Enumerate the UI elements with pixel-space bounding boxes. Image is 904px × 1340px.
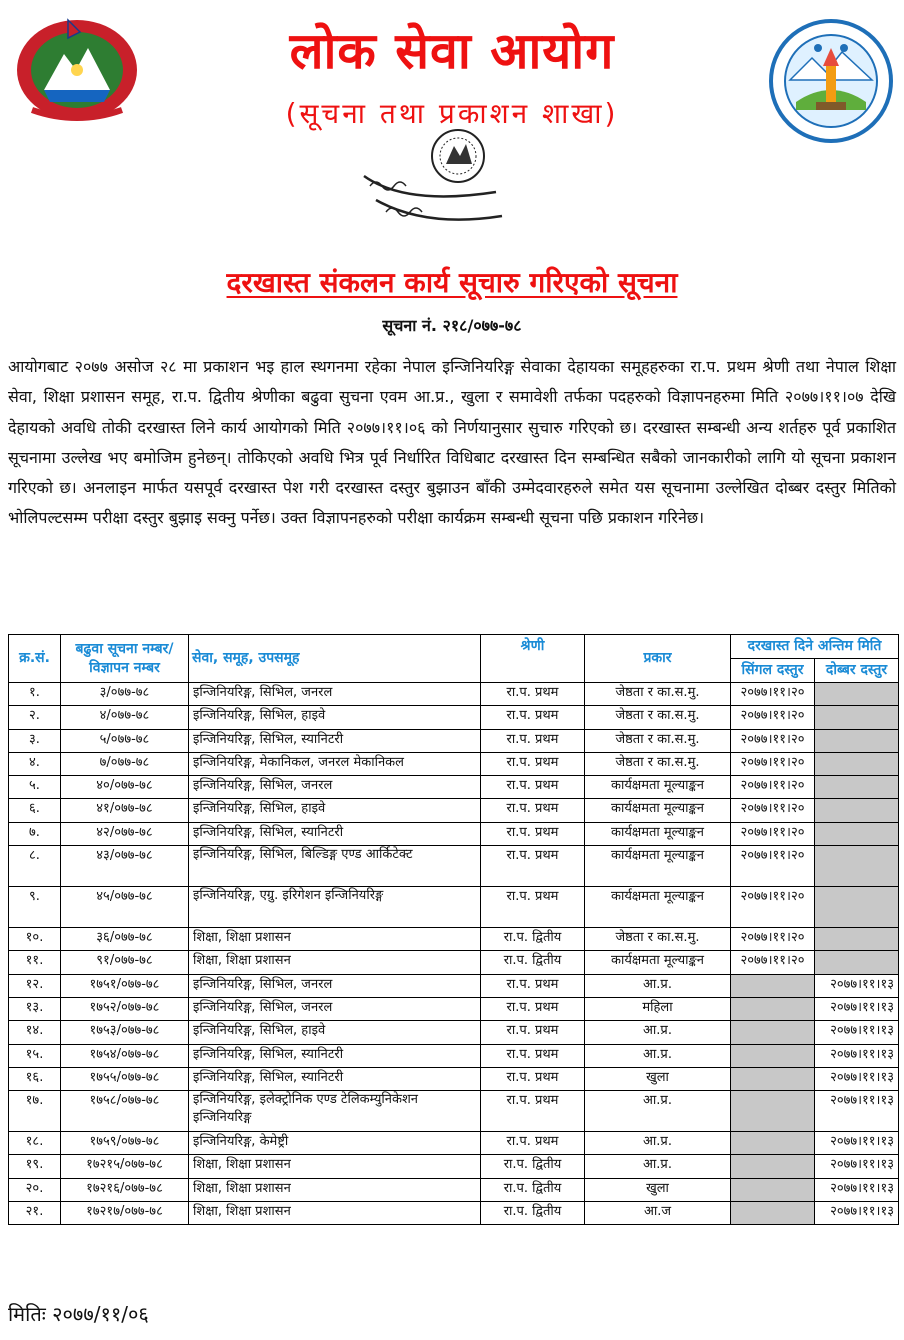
cell-double-fee: २०७७।११।१३	[815, 974, 899, 997]
table-row	[9, 846, 899, 887]
cell-ad-no: ४/०७७-७८	[61, 706, 189, 729]
cell-type: आ.ज	[585, 1202, 731, 1225]
cell-class: रा.प. प्रथम	[481, 776, 585, 799]
header-type: प्रकार	[585, 635, 731, 683]
cell-type: कार्यक्षमता मूल्याङ्कन	[585, 951, 731, 974]
cell-ad-no: १७५८/०७७-७८	[61, 1091, 189, 1132]
cell-double-fee: २०७७।११।१३	[815, 1091, 899, 1132]
cell-class: रा.प. द्वितीय	[481, 928, 585, 951]
cell-single-fee	[731, 1091, 815, 1132]
cell-double-fee	[815, 822, 899, 845]
cell-service: इन्जिनियरिङ्ग, इलेक्ट्रोनिक एण्ड टेलिकम्युनिकेशन इन्जिनियरिङ्ग	[189, 1091, 481, 1132]
cell-single-fee: २०७७।११।२०	[731, 776, 815, 799]
cell-type: कार्यक्षमता मूल्याङ्कन	[585, 887, 731, 928]
cell-sn: २०.	[9, 1178, 61, 1201]
cell-double-fee	[815, 752, 899, 775]
cell-class: रा.प. द्वितीय	[481, 951, 585, 974]
cell-ad-no: १७५५/०७७-७८	[61, 1067, 189, 1090]
table-row	[9, 706, 899, 729]
cell-type: आ.प्र.	[585, 1132, 731, 1155]
cell-sn: २.	[9, 706, 61, 729]
footer-date: मितिः २०७७/११/०६	[8, 1302, 149, 1326]
header-service: सेवा, समूह, उपसमूह	[189, 635, 481, 683]
cell-single-fee	[731, 974, 815, 997]
table-row	[9, 1091, 899, 1132]
cell-ad-no: ९१/०७७-७८	[61, 951, 189, 974]
cell-class: रा.प. प्रथम	[481, 729, 585, 752]
cell-service: इन्जिनियरिङ्ग, सिभिल, हाइवे	[189, 706, 481, 729]
page-title: लोक सेवा आयोग	[289, 22, 615, 80]
cell-class: रा.प. द्वितीय	[481, 1155, 585, 1178]
table-row	[9, 776, 899, 799]
cell-single-fee	[731, 1067, 815, 1090]
cell-double-fee	[815, 776, 899, 799]
table-row	[9, 887, 899, 928]
cell-service: इन्जिनियरिङ्ग, सिभिल, हाइवे	[189, 1021, 481, 1044]
cell-type: कार्यक्षमता मूल्याङ्कन	[585, 776, 731, 799]
cell-double-fee	[815, 706, 899, 729]
cell-service: इन्जिनियरिङ्ग, सिभिल, जनरल	[189, 997, 481, 1020]
header-single-fee: सिंगल दस्तुर	[731, 659, 815, 683]
cell-ad-no: ७/०७७-७८	[61, 752, 189, 775]
cell-type: कार्यक्षमता मूल्याङ्कन	[585, 846, 731, 887]
cell-ad-no: ४१/०७७-७८	[61, 799, 189, 822]
notice-body: आयोगबाट २०७७ असोज २८ मा प्रकाशन भइ हाल स्थगनमा रहेका नेपाल इन्जिनियरिङ्ग सेवाका देहायका समूहहरुका रा.प. प्रथम श्रेणी तथा नेपाल शिक्षा सेवा, शिक्षा प्रशासन समूह, रा.प. द्वितीय श्रेणीका बढुवा सुचना एवम आ.प्र., खुला र समावेशी तर्फका पदहरुको विज्ञापनहरुमा मिति २०७७।११।०७ देखि देहायको अवधि तोकी दरखास्त लिने कार्य आयोगको मिति २०७७।११।०६ को निर्णयानुसार सुचारु गरिएको छ। दरखास्त सम्बन्धी अन्य शर्तहरु पूर्व प्रकाशित सूचनामा उल्लेख भए बमोजिम हुनेछन्। तोकिएको अवधि भित्र पूर्व निर्धारित विधिबाट दरखास्त दिन सम्बन्धित सबैको जानकारीको लागि यो सूचना प्रकाशन गरिएको छ। अनलाइन मार्फत यसपूर्व दरखास्त पेश गरी दरखास्त दस्तुर बुझाउन बाँकी उम्मेदवारहरुले समेत यस सूचनामा उल्लेखित दोब्बर दस्तुर मितिको भोलिपल्टसम्म परीक्षा दस्तुर बुझाइ सक्नु पर्नेछ। उक्त विज्ञापनहरुको परीक्षा कार्यक्रम सम्बन्धी सूचना पछि प्रकाशन गरिनेछ।	[8, 357, 896, 528]
nepal-emblem-icon	[14, 10, 140, 122]
cell-class: रा.प. प्रथम	[481, 1067, 585, 1090]
cell-ad-no: १७५९/०७७-७८	[61, 1132, 189, 1155]
cell-service: इन्जिनियरिङ्ग, मेकानिकल, जनरल मेकानिकल	[189, 752, 481, 775]
cell-double-fee	[815, 846, 899, 887]
cell-sn: ५.	[9, 776, 61, 799]
cell-service: इन्जिनियरिङ्ग, केमेष्ट्री	[189, 1132, 481, 1155]
cell-double-fee: २०७७।११।१३	[815, 1155, 899, 1178]
cell-service: इन्जिनियरिङ्ग, सिभिल, बिल्डिङ्ग एण्ड आर्किटेक्ट	[189, 846, 481, 887]
header-class: श्रेणी	[481, 635, 585, 683]
cell-sn: १२.	[9, 974, 61, 997]
notice-title: दरखास्त संकलन कार्य सूचारु गरिएको सूचना	[226, 266, 678, 299]
cell-class: रा.प. द्वितीय	[481, 1202, 585, 1225]
cell-type: आ.प्र.	[585, 1044, 731, 1067]
table-row	[9, 752, 899, 775]
cell-class: रा.प. प्रथम	[481, 1091, 585, 1132]
cell-single-fee: २०७७।११।२०	[731, 799, 815, 822]
cell-type: आ.प्र.	[585, 974, 731, 997]
cell-sn: १०.	[9, 928, 61, 951]
cell-type: जेष्ठता र का.स.मु.	[585, 752, 731, 775]
table-row	[9, 1067, 899, 1090]
cell-service: इन्जिनियरिङ्ग, सिभिल, जनरल	[189, 974, 481, 997]
page-subtitle: (सूचना तथा प्रकाशन शाखा)	[285, 97, 619, 130]
cell-ad-no: १७५३/०७७-७८	[61, 1021, 189, 1044]
cell-double-fee: २०७७।११।१३	[815, 997, 899, 1020]
cell-sn: ४.	[9, 752, 61, 775]
cell-single-fee: २०७७।११।२०	[731, 846, 815, 887]
cell-class: रा.प. प्रथम	[481, 706, 585, 729]
psc-logo-icon	[768, 18, 894, 144]
cell-single-fee: २०७७।११।२०	[731, 887, 815, 928]
cell-single-fee: २०७७।११।२०	[731, 951, 815, 974]
table-row	[9, 1044, 899, 1067]
cell-service: शिक्षा, शिक्षा प्रशासन	[189, 951, 481, 974]
cell-class: रा.प. प्रथम	[481, 1021, 585, 1044]
table-row	[9, 822, 899, 845]
table-row	[9, 928, 899, 951]
cell-single-fee: २०७७।११।२०	[731, 822, 815, 845]
cell-class: रा.प. प्रथम	[481, 752, 585, 775]
cell-type: आ.प्र.	[585, 1155, 731, 1178]
cell-sn: ८.	[9, 846, 61, 887]
cell-single-fee	[731, 1132, 815, 1155]
cell-type: जेष्ठता र का.स.मु.	[585, 683, 731, 706]
cell-double-fee	[815, 799, 899, 822]
cell-service: शिक्षा, शिक्षा प्रशासन	[189, 1178, 481, 1201]
cell-single-fee	[731, 1044, 815, 1067]
cell-class: रा.प. प्रथम	[481, 846, 585, 887]
cell-ad-no: ४२/०७७-७८	[61, 822, 189, 845]
cell-double-fee	[815, 928, 899, 951]
cell-single-fee: २०७७।११।२०	[731, 729, 815, 752]
cell-ad-no: ५/०७७-७८	[61, 729, 189, 752]
cell-single-fee	[731, 1178, 815, 1201]
table-row	[9, 799, 899, 822]
cell-ad-no: १७२१६/०७७-७८	[61, 1178, 189, 1201]
cell-type: कार्यक्षमता मूल्याङ्कन	[585, 799, 731, 822]
header-sn: क्र.सं.	[9, 635, 61, 683]
cell-single-fee	[731, 1155, 815, 1178]
cell-double-fee: २०७७।११।१३	[815, 1044, 899, 1067]
letterhead	[0, 0, 904, 260]
table-body	[9, 683, 899, 1225]
cell-service: इन्जिनियरिङ्ग, सिभिल, जनरल	[189, 683, 481, 706]
cell-double-fee: २०७७।११।१३	[815, 1021, 899, 1044]
cell-class: रा.प. द्वितीय	[481, 1178, 585, 1201]
cell-class: रा.प. प्रथम	[481, 1132, 585, 1155]
cell-service: इन्जिनियरिङ्ग, सिभिल, स्यानिटरी	[189, 1067, 481, 1090]
cell-service: शिक्षा, शिक्षा प्रशासन	[189, 928, 481, 951]
cell-ad-no: १७२१७/०७७-७८	[61, 1202, 189, 1225]
cell-single-fee	[731, 1021, 815, 1044]
cell-single-fee	[731, 997, 815, 1020]
cell-single-fee	[731, 1202, 815, 1225]
cell-sn: १५.	[9, 1044, 61, 1067]
cell-ad-no: ३६/०७७-७८	[61, 928, 189, 951]
cell-class: रा.प. प्रथम	[481, 887, 585, 928]
cell-single-fee: २०७७।११।२०	[731, 752, 815, 775]
cell-sn: १८.	[9, 1132, 61, 1155]
cell-double-fee: २०७७।११।१३	[815, 1202, 899, 1225]
cell-type: जेष्ठता र का.स.मु.	[585, 928, 731, 951]
cell-sn: ११.	[9, 951, 61, 974]
header-double-fee: दोब्बर दस्तुर	[815, 659, 899, 683]
cell-ad-no: १७५२/०७७-७८	[61, 997, 189, 1020]
cell-sn: १४.	[9, 1021, 61, 1044]
table-row	[9, 1021, 899, 1044]
cell-service: इन्जिनियरिङ्ग, सिभिल, स्यानिटरी	[189, 1044, 481, 1067]
table-row	[9, 1178, 899, 1201]
office-stamp-icon	[346, 116, 516, 246]
cell-double-fee: २०७७।११।१३	[815, 1132, 899, 1155]
table-row	[9, 1202, 899, 1225]
cell-sn: ३.	[9, 729, 61, 752]
cell-type: जेष्ठता र का.स.मु.	[585, 706, 731, 729]
cell-type: महिला	[585, 997, 731, 1020]
cell-type: आ.प्र.	[585, 1021, 731, 1044]
cell-service: इन्जिनियरिङ्ग, सिभिल, जनरल	[189, 776, 481, 799]
cell-sn: ९.	[9, 887, 61, 928]
cell-class: रा.प. प्रथम	[481, 822, 585, 845]
cell-ad-no: १७५१/०७७-७८	[61, 974, 189, 997]
cell-double-fee	[815, 683, 899, 706]
cell-class: रा.प. प्रथम	[481, 683, 585, 706]
cell-sn: ६.	[9, 799, 61, 822]
cell-service: शिक्षा, शिक्षा प्रशासन	[189, 1202, 481, 1225]
cell-sn: १९.	[9, 1155, 61, 1178]
cell-ad-no: १७५४/०७७-७८	[61, 1044, 189, 1067]
cell-sn: १७.	[9, 1091, 61, 1132]
header-ad-no: बढुवा सूचना नम्बर/विज्ञापन नम्बर	[61, 635, 189, 683]
table-row	[9, 1155, 899, 1178]
cell-sn: १.	[9, 683, 61, 706]
header-deadline: दरखास्त दिने अन्तिम मिति	[731, 635, 899, 659]
table-row	[9, 997, 899, 1020]
cell-sn: १३.	[9, 997, 61, 1020]
cell-single-fee: २०७७।११।२०	[731, 683, 815, 706]
cell-sn: ७.	[9, 822, 61, 845]
cell-service: इन्जिनियरिङ्ग, सिभिल, हाइवे	[189, 799, 481, 822]
cell-class: रा.प. प्रथम	[481, 974, 585, 997]
cell-ad-no: ४३/०७७-७८	[61, 846, 189, 887]
cell-ad-no: ३/०७७-७८	[61, 683, 189, 706]
cell-ad-no: ४५/०७७-७८	[61, 887, 189, 928]
cell-sn: २१.	[9, 1202, 61, 1225]
cell-type: आ.प्र.	[585, 1091, 731, 1132]
cell-ad-no: १७२१५/०७७-७८	[61, 1155, 189, 1178]
cell-single-fee: २०७७।११।२०	[731, 706, 815, 729]
cell-type: जेष्ठता र का.स.मु.	[585, 729, 731, 752]
cell-double-fee: २०७७।११।१३	[815, 1178, 899, 1201]
cell-service: इन्जिनियरिङ्ग, सिभिल, स्यानिटरी	[189, 729, 481, 752]
cell-class: रा.प. प्रथम	[481, 799, 585, 822]
cell-double-fee	[815, 951, 899, 974]
table-row	[9, 729, 899, 752]
cell-service: शिक्षा, शिक्षा प्रशासन	[189, 1155, 481, 1178]
cell-single-fee: २०७७।११।२०	[731, 928, 815, 951]
table-row	[9, 974, 899, 997]
cell-service: इन्जिनियरिङ्ग, एग्रु. इरिगेशन इन्जिनियरिङ्ग	[189, 887, 481, 928]
deadline-table	[8, 634, 899, 1225]
cell-class: रा.प. प्रथम	[481, 1044, 585, 1067]
cell-double-fee	[815, 887, 899, 928]
table-row	[9, 1132, 899, 1155]
cell-type: खुला	[585, 1067, 731, 1090]
cell-type: खुला	[585, 1178, 731, 1201]
cell-service: इन्जिनियरिङ्ग, सिभिल, स्यानिटरी	[189, 822, 481, 845]
cell-double-fee	[815, 729, 899, 752]
table-row	[9, 683, 899, 706]
cell-type: कार्यक्षमता मूल्याङ्कन	[585, 822, 731, 845]
notice-number: सूचना नं. २१८/०७७-७८	[382, 316, 522, 335]
cell-class: रा.प. प्रथम	[481, 997, 585, 1020]
cell-sn: १६.	[9, 1067, 61, 1090]
cell-double-fee: २०७७।११।१३	[815, 1067, 899, 1090]
table-row	[9, 951, 899, 974]
cell-ad-no: ४०/०७७-७८	[61, 776, 189, 799]
